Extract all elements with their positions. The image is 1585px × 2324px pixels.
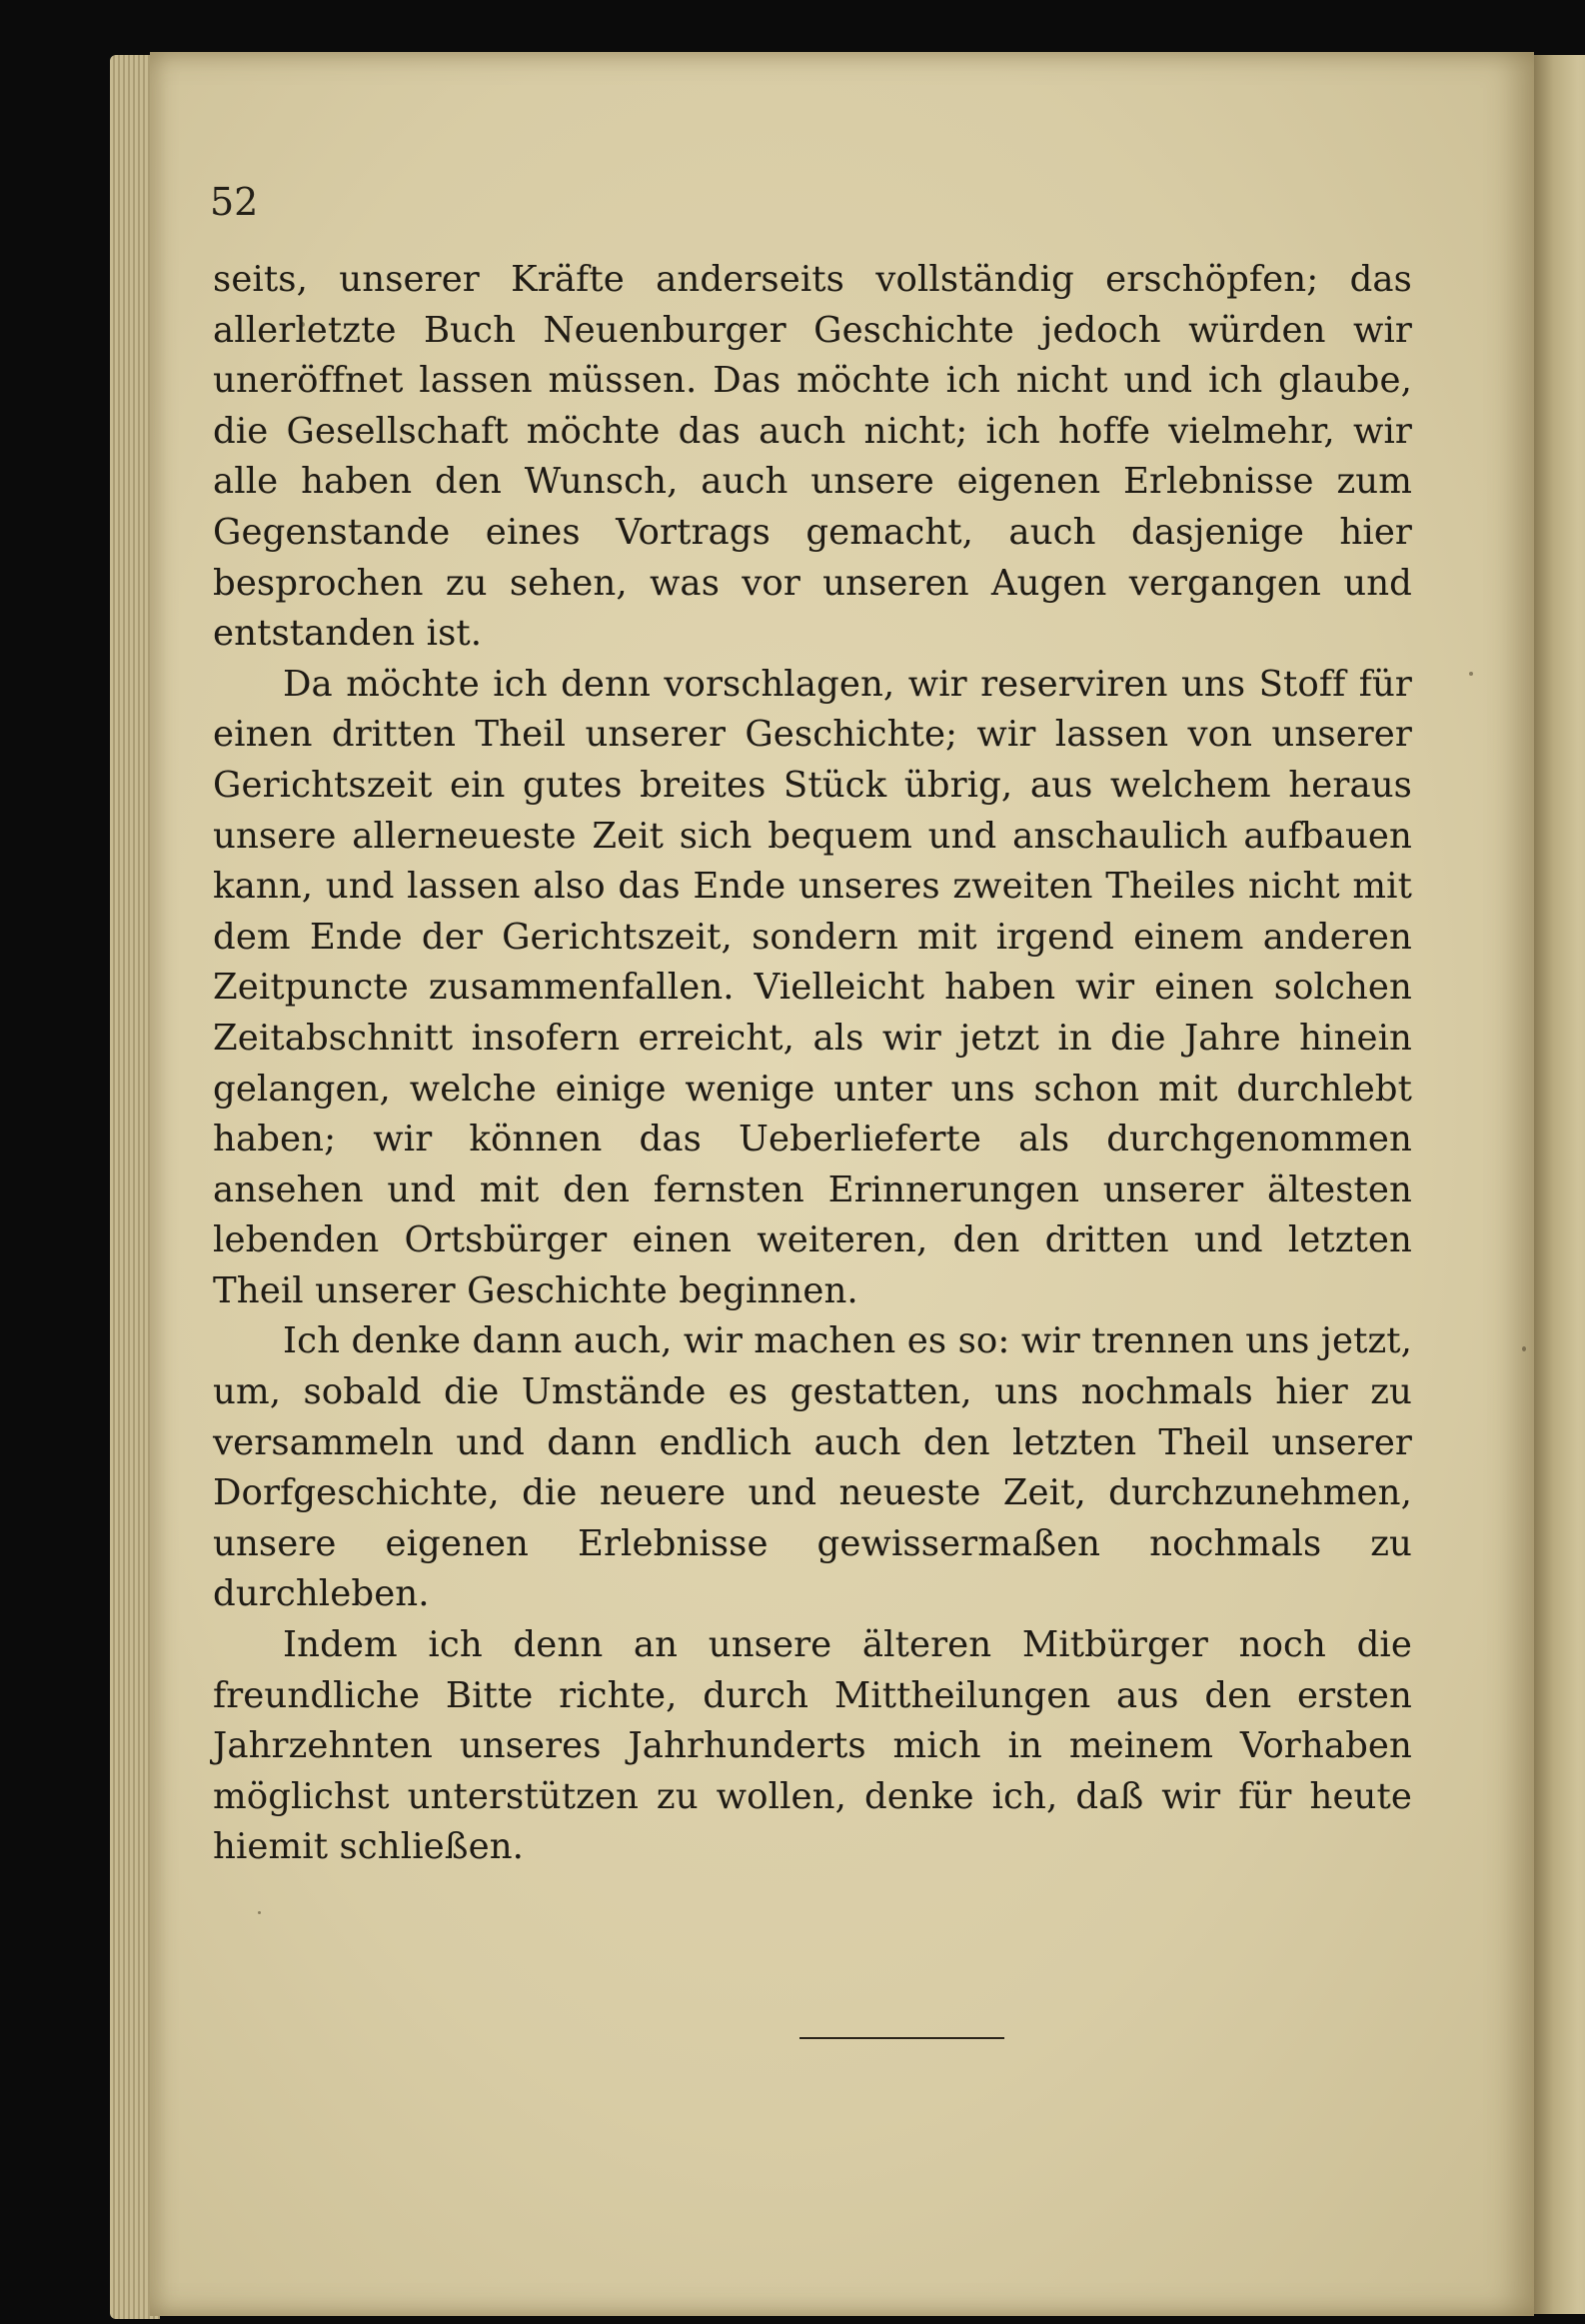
paragraph-3: Ich denke dann auch, wir machen es so: wir trennen uns jetzt, um, sobald die Umstände es gestatten, uns nochmals hier zu versammeln und dann endlich auch den letzten Theil unserer Dorfgeschichte, die neuere und neueste Zeit, durchzunehmen, unsere eigenen Erlebnisse gewissermaßen nochmals zu durchleben.: [213, 1320, 1412, 1615]
facing-page-edge: [1529, 55, 1585, 2314]
body-text: [213, 255, 1412, 1873]
paper-spot: [258, 1911, 261, 1914]
paper-spot: [1522, 1346, 1526, 1351]
paragraph-2: Da möchte ich denn vorschlagen, wir reserviren uns Stoff für einen dritten Theil unserer Geschichte; wir lassen von unserer Gerichtszeit ein gutes breites Stück übrig, aus welchem heraus unsere allerneueste Zeit sich bequem und anschaulich aufbauen kann, und lassen also das Ende unseres zweiten Theiles nicht mit dem Ende der Gerichtszeit, sondern mit irgend einem anderen Zeitpuncte zusammenfallen. Vielleicht haben wir einen solchen Zeitabschnitt insofern erreicht, als wir jetzt in die Jahre hinein gelangen, welche einige wenige unter uns schon mit durchlebt haben; wir können das Ueberlieferte als durchgenommen ansehen und mit den fernsten Erinnerungen unserer ältesten lebenden Ortsbürger einen weiteren, den dritten und letzten Theil unserer Geschichte beginnen.: [213, 663, 1412, 1311]
paragraph-1: seits, unserer Kräfte anderseits vollständig erschöpfen; das allerletzte Buch Neuenburger Geschichte jedoch würden wir uneröffnet lassen müssen. Das möchte ich nicht und ich glaube, die Gesellschaft möchte das auch nicht; ich hoffe vielmehr, wir alle haben den Wunsch, auch unsere eigenen Erlebnisse zum Gegenstande eines Vortrags gemacht, auch dasjenige hier besprochen zu sehen, was vor unseren Augen vergangen und entstanden ist.: [213, 259, 1412, 655]
section-divider: [799, 2037, 1004, 2039]
paper-spot: [1469, 672, 1473, 676]
page-number: 52: [210, 180, 259, 224]
paragraph-4: Indem ich denn an unsere älteren Mitbürger noch die freundliche Bitte richte, durch Mittheilungen aus den ersten Jahrzehnten unseres Jahrhunderts mich in meinem Vorhaben möglichst unterstützen zu wollen, denke ich, daß wir für heute hiemit schließen.: [213, 1624, 1412, 1868]
